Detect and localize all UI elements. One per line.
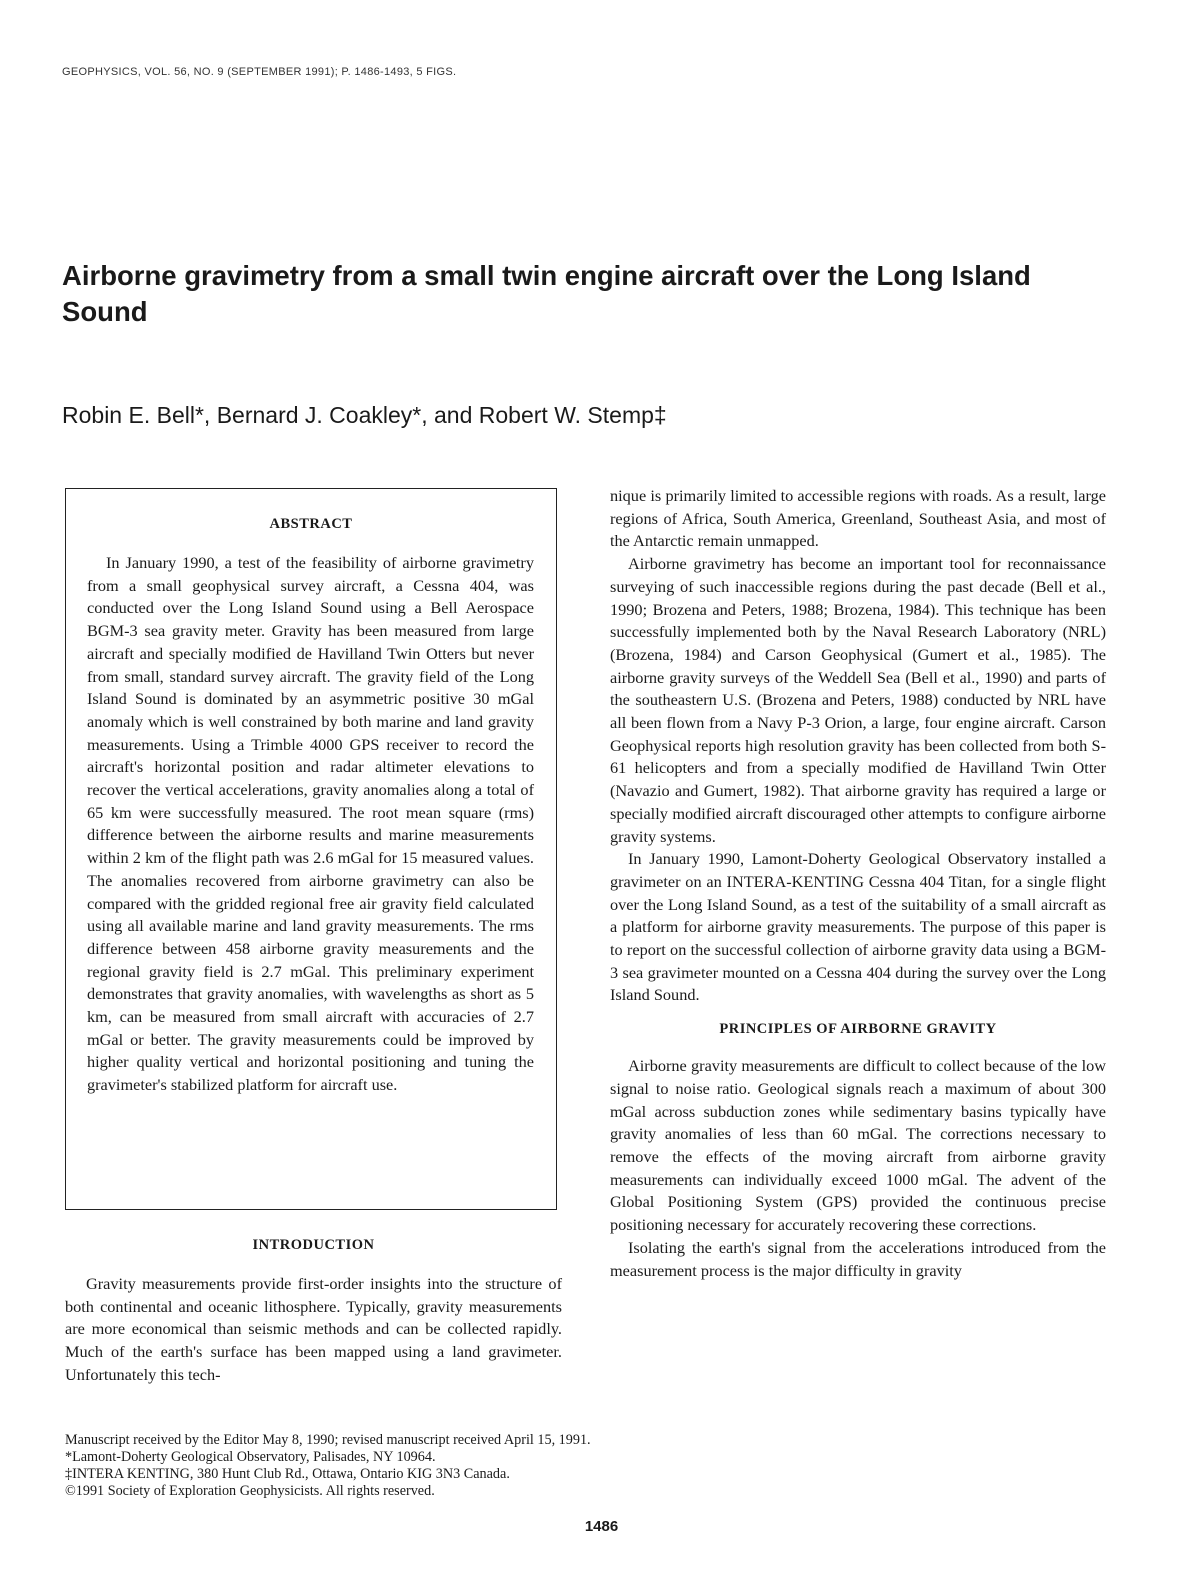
footnote-copyright: ©1991 Society of Exploration Geophysicists. All rights reserved. bbox=[65, 1483, 435, 1499]
footnote-affiliation-intera: ‡INTERA KENTING, 380 Hunt Club Rd., Ottawa, Ontario KIG 3N3 Canada. bbox=[65, 1466, 510, 1482]
introduction-heading: INTRODUCTION bbox=[252, 1237, 375, 1253]
principles-paragraph-2: Isolating the earth's signal from the accelerations introduced from the measurement process is the major difficulty in gravity bbox=[610, 1237, 1106, 1280]
footnote-received: Manuscript received by the Editor May 8, 1990; revised manuscript received April 15, 1991. bbox=[65, 1432, 591, 1448]
footnote-affiliation-lamont: *Lamont-Doherty Geological Observatory, Palisades, NY 10964. bbox=[65, 1449, 436, 1465]
author-list: Robin E. Bell*, Bernard J. Coakley*, and Robert W. Stemp‡ bbox=[62, 402, 667, 428]
lamont-test-paragraph: In January 1990, Lamont-Doherty Geological Observatory installed a gravimeter on an INTERA-KENTING Cessna 404 Titan, for a single flight over the Long Island Sound, as a test of the suitability of a small aircraft as a platform for airborne gravity measurements. The purpose of this paper is to report on the successful collection of airborne gravity data using a BGM-3 sea gravimeter mounted on a Cessna 404 during the survey over the Long Island Sound. bbox=[610, 849, 1106, 1005]
abstract-heading: ABSTRACT bbox=[269, 516, 353, 532]
principles-paragraph-1: Airborne gravity measurements are difficult to collect because of the low signal to noise ratio. Geological signals reach a maximum of about 300 mGal across subduction zones while sedimentary basins typically have gravity anomalies of less than 60 mGal. The corrections necessary to remove the effects of the moving aircraft from airborne gravity measurements can individually exceed 1000 mGal. The advent of the Global Positioning System (GPS) provided the continuous precise positioning necessary for accurately recovering these corrections. bbox=[610, 1056, 1106, 1235]
principles-heading: PRINCIPLES OF AIRBORNE GRAVITY bbox=[719, 1021, 997, 1038]
abstract-box bbox=[65, 488, 557, 1210]
running-head: GEOPHYSICS, VOL. 56, NO. 9 (SEPTEMBER 1991); P. 1486-1493, 5 FIGS. bbox=[62, 66, 457, 78]
introduction-text: Gravity measurements provide first-order insights into the structure of both continental and oceanic lithosphere. Typically, gravity measurements are more economical than seismic methods and can be collected rapidly. Much of the earth's surface has been mapped using a land gravimeter. Unfortunately this tech- bbox=[65, 1274, 562, 1384]
footnotes bbox=[65, 1432, 591, 1500]
abstract-text: In January 1990, a test of the feasibility of airborne gravimetry from a small geophysical survey aircraft, a Cessna 404, was conducted over the Long Island Sound using a Bell Aerospace BGM-3 sea gravity meter. Gravity has been measured from large aircraft and specially modified de Havilland Twin Otters but never from small, standard survey aircraft. The gravity field of the Long Island Sound is dominated by an asymmetric positive 30 mGal anomaly which is well constrained by both marine and land gravity measurements. Using a Trimble 4000 GPS receiver to record the aircraft's horizontal position and radar altimeter elevations to recover the vertical accelerations, gravity anomalies along a total of 65 km were successfully measured. The root mean square (rms) difference between the airborne results and marine measurements within 2 km of the flight path was 2.6 mGal for 15 measured values. The anomalies recovered from airborne gravimetry can also be compared with the gridded regional free air gravity field calculated using all available marine and land gravity measurements. The rms difference between 458 airborne gravity measurements and the regional gravity field is 2.7 mGal. This preliminary experiment demonstrates that gravity anomalies, with wavelengths as short as 5 km, can be measured from small aircraft with accuracies of 2.7 mGal or better. The gravity measurements could be improved by higher quality vertical and horizontal positioning and tuning the gravimeter's stabilized platform for aircraft use. bbox=[87, 553, 534, 1095]
page-number: 1486 bbox=[584, 1518, 619, 1535]
right-column bbox=[610, 485, 1106, 1282]
article-title: Airborne gravimetry from a small twin engine aircraft over the Long Island Sound bbox=[62, 260, 1031, 327]
intro-continued-paragraph: nique is primarily limited to accessible regions with roads. As a result, large regions of Africa, South America, Greenland, Southeast Asia, and most of the Antarctic remain unmapped. bbox=[610, 486, 1106, 551]
airborne-gravimetry-paragraph: Airborne gravimetry has become an important tool for reconnaissance surveying of such inaccessible regions during the past decade (Bell et al., 1990; Brozena and Peters, 1988; Brozena, 1984). This technique has been successfully implemented both by the Naval Research Laboratory (NRL) (Brozena, 1984) and Carson Geophysical (Gumert et al., 1985). The airborne gravity surveys of the Weddell Sea (Bell et al., 1990) and parts of the southeastern U.S. (Brozena and Peters, 1988) conducted by NRL have all been flown from a Navy P-3 Orion, a large, four engine aircraft. Carson Geophysical reports high resolution gravity has been collected from both S-61 helicopters and from a specially modified de Havilland Twin Otter (Navazio and Gumert, 1982). That airborne gravity has required a large or specially modified aircraft discouraged other attempts to configure airborne gravity systems. bbox=[610, 554, 1106, 846]
